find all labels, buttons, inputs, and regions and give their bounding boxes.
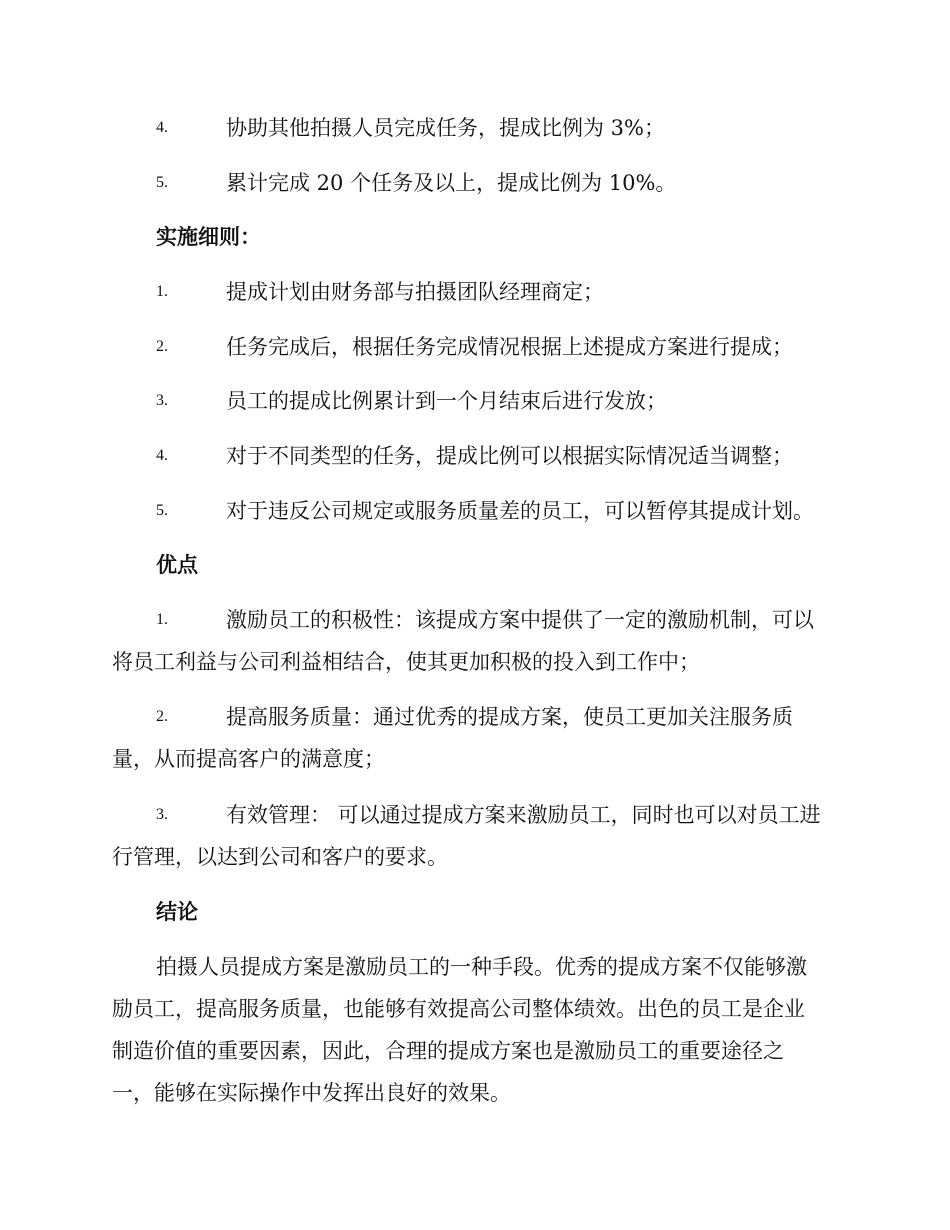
list-text: 有效管理： 可以通过提成方案来激励员工，同时也可以对员工进	[226, 803, 821, 827]
list-text: 对于不同类型的任务，提成比例可以根据实际情况适当调整；	[226, 444, 793, 468]
list-number: 1.	[156, 283, 168, 300]
heading-text: 结论	[156, 899, 198, 924]
list-text: 对于违反公司规定或服务质量差的员工，可以暂停其提成计划。	[226, 499, 814, 523]
heading-text: 实施细则：	[156, 224, 261, 249]
list-text: 提成计划由财务部与拍摄团队经理商定；	[226, 280, 604, 304]
list-text-continued: 将员工利益与公司利益相结合，使其更加积极的投入到工作中；	[112, 650, 700, 674]
list-number: 2.	[156, 708, 168, 725]
list-text-continued: 行管理，以达到公司和客户的要求。	[112, 845, 448, 869]
paragraph-text: 制造价值的重要因素，因此，合理的提成方案也是激励员工的重要途径之	[112, 1039, 784, 1063]
list-number: 2.	[156, 338, 168, 355]
list-text: 累计完成 20 个任务及以上，提成比例为 10%。	[226, 171, 677, 195]
list-number: 4.	[156, 447, 168, 464]
list-number: 5.	[156, 502, 168, 519]
list-text: 员工的提成比例累计到一个月结束后进行发放；	[226, 389, 667, 413]
list-text: 协助其他拍摄人员完成任务，提成比例为 3%；	[226, 116, 665, 140]
list-text: 激励员工的积极性：该提成方案中提供了一定的激励机制，可以	[226, 608, 814, 632]
list-text: 任务完成后，根据任务完成情况根据上述提成方案进行提成；	[226, 335, 793, 359]
paragraph-text: 励员工，提高服务质量，也能够有效提高公司整体绩效。出色的员工是企业	[112, 997, 805, 1021]
list-number: 3.	[156, 392, 168, 409]
list-number: 4.	[156, 119, 168, 136]
list-number: 1.	[156, 611, 168, 628]
list-number: 5.	[156, 174, 168, 191]
paragraph-text: 一，能够在实际操作中发挥出良好的效果。	[112, 1081, 511, 1105]
list-number: 3.	[156, 806, 168, 823]
list-text-continued: 量，从而提高客户的满意度；	[112, 747, 385, 771]
list-text: 提高服务质量：通过优秀的提成方案，使员工更加关注服务质	[226, 705, 793, 729]
paragraph-text: 拍摄人员提成方案是激励员工的一种手段。优秀的提成方案不仅能够激	[156, 955, 807, 979]
heading-text: 优点	[156, 552, 198, 577]
